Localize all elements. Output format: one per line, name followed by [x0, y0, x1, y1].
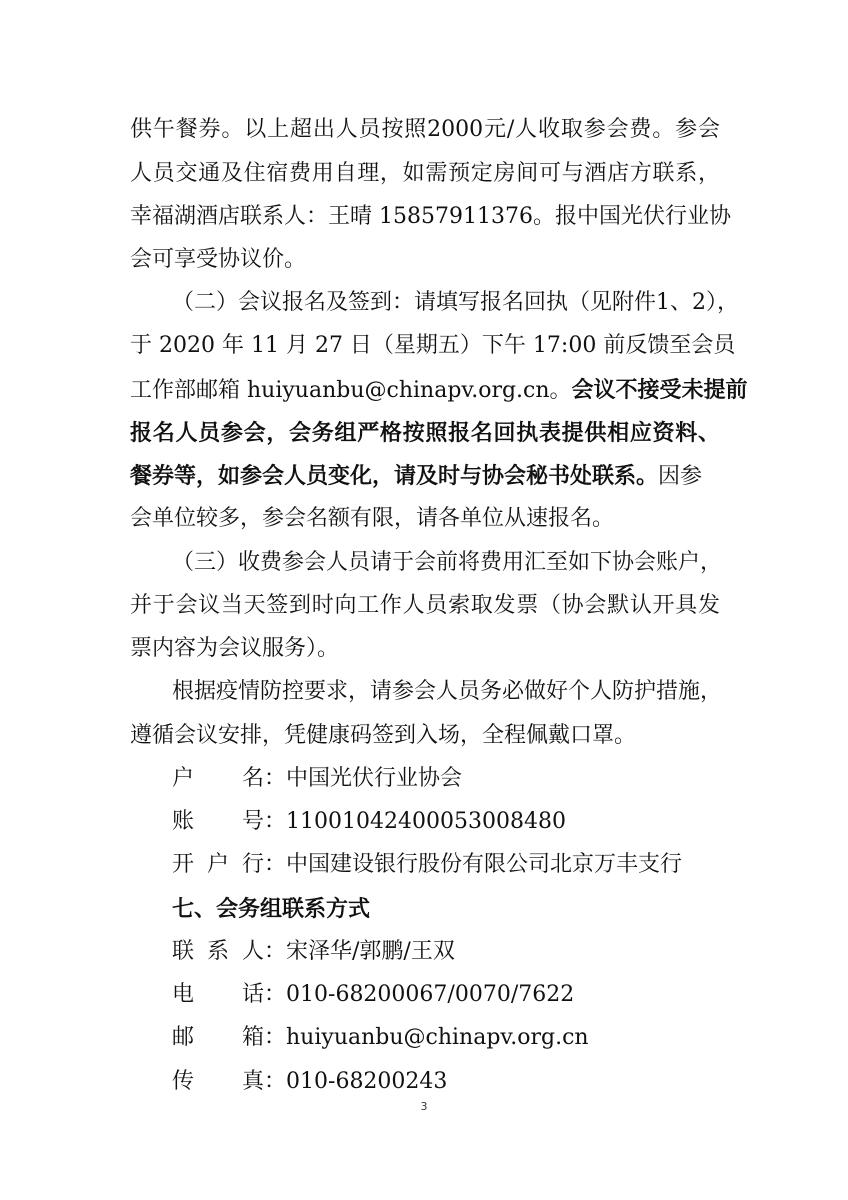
- phone-label: 电话: [172, 982, 264, 1007]
- email-value: huiyuanbu@chinapv.org.cn: [286, 1025, 589, 1050]
- account-number-value: 110010424000530084​80: [286, 809, 566, 834]
- phone-row: 电话：010-68200067/0070/7622: [172, 982, 575, 1007]
- account-name-row: 户名：中国光伏行业协会: [172, 766, 463, 791]
- bank-row: 开户行：中国建设银行股份有限公司北京万丰支行: [172, 852, 683, 877]
- paragraph-2-line-3: [130, 376, 748, 405]
- bank-label: 开户行: [172, 852, 264, 877]
- contact-label: 联系人: [172, 939, 264, 964]
- paragraph-2-line-6: 会单位较多，参会名额有限，请各单位从速报名。: [130, 506, 615, 531]
- bold-notice-end: 餐券等，如参会人员变化，请及时与协会秘书处联系。: [130, 463, 659, 489]
- fax-label: 传真: [172, 1069, 264, 1094]
- bold-notice-start: 会议不接受未提前: [571, 377, 748, 403]
- paragraph-3-line-3: 票内容为会议服务）。: [130, 636, 340, 661]
- paragraph-2-line-1: （二）会议报名及签到：请填写报名回执（见附件1、2），: [172, 290, 739, 315]
- email-text: 工作部邮箱 huiyuanbu@chinapv.org.cn。: [130, 378, 572, 403]
- paragraph-3-line-1: （三）收费参会人员请于会前将费用汇至如下协会账户，: [172, 550, 723, 575]
- section-7-heading: 七、会务组联系方式: [172, 896, 371, 922]
- paragraph-3-line-2: 并于会议当天签到时向工作人员索取发票（协会默认开具发: [130, 593, 720, 618]
- paragraph-1-line-4: 会可享受协议价。: [130, 247, 307, 272]
- paragraph-1-line-2: 人员交通及住宿费用自理，如需预定房间可与酒店方联系，: [130, 161, 720, 186]
- paragraph-2-line-5: [130, 462, 702, 491]
- paragraph-4-line-1: 根据疫情防控要求，请参会人员务必做好个人防护措施，: [172, 679, 723, 704]
- paragraph-2-line-4: 报名人员参会，会务组严格按照报名回执表提供相应资料、: [130, 420, 720, 446]
- paragraph-4-line-2: 遵循会议安排，凭健康码签到入场，全程佩戴口罩。: [130, 723, 637, 748]
- contact-row: 联系人：宋泽华/郭鹏/王双: [172, 939, 455, 964]
- fax-row: 传真：010-68200243: [172, 1069, 448, 1094]
- account-number-label: 账号: [172, 809, 264, 834]
- email-label: 邮箱: [172, 1025, 264, 1050]
- bank-value: 中国建设银行股份有限公司北京万丰支行: [286, 852, 683, 877]
- account-name-value: 中国光伏行业协会: [286, 766, 463, 791]
- paragraph-1-line-3: 幸福湖酒店联系人：王晴 15857911376。报中国光伏行业协: [130, 204, 731, 229]
- paragraph-2-line-5-tail: 因参: [658, 464, 703, 489]
- email-row: 邮箱：huiyuanbu@chinapv.org.cn: [172, 1025, 589, 1050]
- phone-value: 010-68200067/0070/7622: [286, 982, 575, 1007]
- account-number-row: 账号：110010424000530084​80: [172, 809, 566, 834]
- page-number: 3: [420, 1100, 428, 1113]
- paragraph-2-line-2: 于 2020 年 11 月 27 日（星期五）下午 17:00 前反馈至会员: [130, 333, 736, 358]
- account-name-label: 户名: [172, 766, 264, 791]
- fax-value: 010-68200243: [286, 1069, 448, 1094]
- paragraph-1-line-1: 供午餐券。以上超出人员按照2000元/人收取参会费。参会: [130, 117, 720, 142]
- contact-value: 宋泽华/郭鹏/王双: [286, 939, 455, 964]
